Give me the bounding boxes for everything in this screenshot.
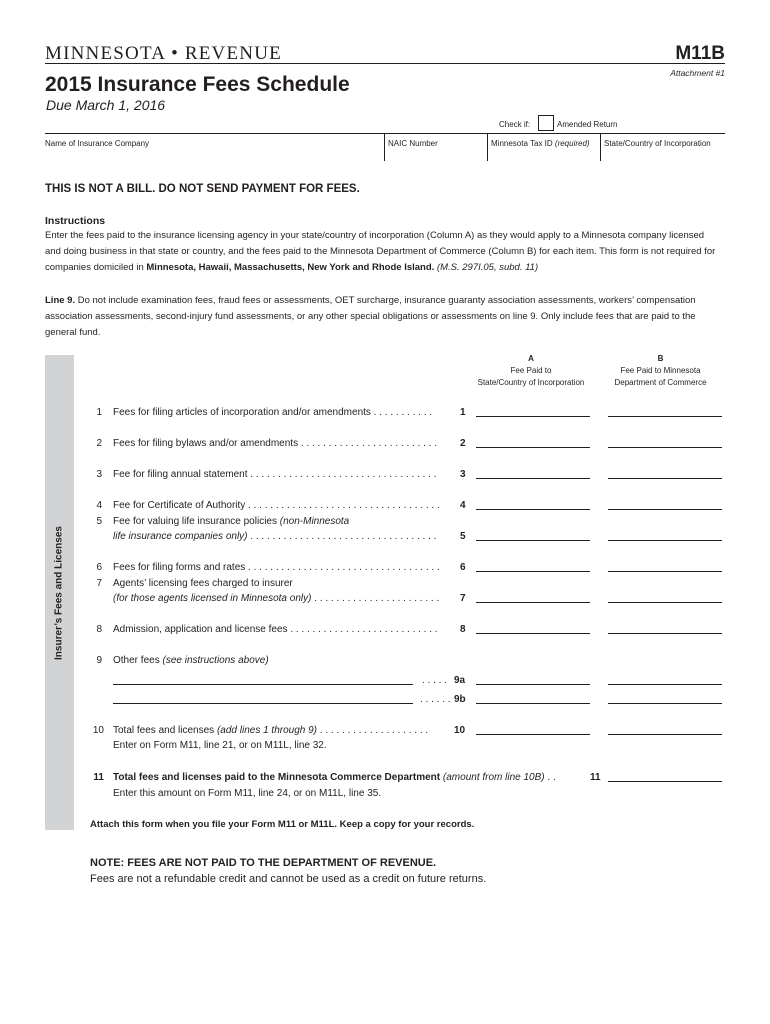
line1-label: Fees for filing articles of incorporation and/or amendments . . . . . . . . . . . bbox=[113, 407, 433, 418]
attach-note: Attach this form when you file your Form M11 or M11L. Keep a copy for your records. bbox=[90, 819, 475, 830]
line2-ref: 2 bbox=[460, 438, 466, 449]
line-number: 9 bbox=[96, 655, 102, 666]
line8-col-a-input[interactable] bbox=[476, 621, 590, 634]
line-number: 1 bbox=[96, 407, 102, 418]
line11-label bbox=[113, 772, 556, 783]
line4-col-a-input[interactable] bbox=[476, 497, 590, 510]
column-a-header bbox=[470, 353, 592, 389]
line9b-description-input[interactable] bbox=[113, 691, 413, 704]
column-b-line2: Department of Commerce bbox=[614, 378, 707, 387]
line10-instruction: Enter on Form M11, line 21, or on M11L, line 32. bbox=[113, 740, 327, 751]
line-number: 7 bbox=[96, 578, 102, 589]
column-b-letter: B bbox=[657, 354, 664, 363]
mn-tax-id-text: Minnesota Tax ID bbox=[491, 139, 553, 148]
line1-col-a-input[interactable] bbox=[476, 404, 590, 417]
required-note: (required) bbox=[554, 139, 590, 148]
line9a-col-a-input[interactable] bbox=[476, 672, 590, 685]
company-name-label: Name of Insurance Company bbox=[45, 139, 150, 148]
line4-col-b-input[interactable] bbox=[608, 497, 722, 510]
line7-ref: 7 bbox=[460, 593, 466, 604]
line5-text: Fee for valuing life insurance policies bbox=[113, 516, 277, 527]
line5-col-a-input[interactable] bbox=[476, 528, 590, 541]
line-number: 5 bbox=[96, 516, 102, 527]
line7-col-a-input[interactable] bbox=[476, 590, 590, 603]
column-a-line2: State/Country of Incorporation bbox=[477, 378, 585, 387]
line-number: 4 bbox=[96, 500, 102, 511]
exempt-states: Minnesota, Hawaii, Massachusetts, New York and Rhode Island. bbox=[146, 262, 435, 273]
sidebar-title: Insurer’s Fees and Licenses bbox=[53, 526, 65, 660]
check-if-label: Check if: bbox=[499, 120, 531, 129]
instructions-heading: Instructions bbox=[45, 215, 106, 227]
state-country-input[interactable] bbox=[604, 148, 722, 162]
line3-col-a-input[interactable] bbox=[476, 466, 590, 479]
column-b-line1: Fee Paid to Minnesota bbox=[620, 366, 701, 375]
line-number: 3 bbox=[96, 469, 102, 480]
line-number: 2 bbox=[96, 438, 102, 449]
line9-italic: (see instructions above) bbox=[162, 655, 269, 666]
field-divider bbox=[487, 133, 488, 161]
header-rule bbox=[45, 63, 725, 64]
line2-col-b-input[interactable] bbox=[608, 435, 722, 448]
line9-instructions bbox=[45, 293, 720, 341]
line6-ref: 6 bbox=[460, 562, 466, 573]
line9-lead: Line 9. bbox=[45, 295, 76, 306]
form-id: M11B bbox=[675, 43, 725, 64]
line2-col-a-input[interactable] bbox=[476, 435, 590, 448]
mn-tax-id-input[interactable] bbox=[491, 148, 596, 162]
line-number: 10 bbox=[92, 725, 104, 736]
column-a-letter: A bbox=[528, 354, 534, 363]
line5-col-b-input[interactable] bbox=[608, 528, 722, 541]
line6-col-a-input[interactable] bbox=[476, 559, 590, 572]
leader-dots: . . . . . . bbox=[420, 694, 451, 705]
line5-label-cont bbox=[113, 531, 436, 542]
line3-label: Fee for filing annual statement . . . . . . . . . . . . . . . . . . . . . . . . . . . . . . . . . . bbox=[113, 469, 437, 480]
line3-col-b-input[interactable] bbox=[608, 466, 722, 479]
line5-text2: life insurance companies only) bbox=[113, 531, 248, 542]
note-text: Fees are not a refundable credit and cannot be used as a credit on future returns. bbox=[90, 873, 487, 885]
line1-col-b-input[interactable] bbox=[608, 404, 722, 417]
naic-number-label: NAIC Number bbox=[388, 139, 438, 148]
line6-col-b-input[interactable] bbox=[608, 559, 722, 572]
amended-return-label: Amended Return bbox=[557, 120, 618, 129]
attachment-label: Attachment #1 bbox=[670, 68, 725, 78]
amended-return-checkbox[interactable] bbox=[538, 115, 554, 131]
line10-col-b-input[interactable] bbox=[608, 722, 722, 735]
line5-italic: (non-Minnesota bbox=[279, 516, 350, 527]
line9-text: Other fees bbox=[113, 655, 160, 666]
field-divider bbox=[600, 133, 601, 161]
line8-ref: 8 bbox=[460, 624, 466, 635]
leader-dots: . . bbox=[544, 772, 556, 783]
line9a-ref: 9a bbox=[454, 675, 466, 686]
line10-ref: 10 bbox=[454, 725, 466, 736]
line9-label bbox=[113, 655, 269, 666]
page-title: 2015 Insurance Fees Schedule bbox=[45, 73, 350, 96]
leader-dots: . . . . . bbox=[422, 675, 448, 686]
mn-tax-id-label bbox=[491, 139, 590, 148]
line9b-col-a-input[interactable] bbox=[476, 691, 590, 704]
state-country-label: State/Country of Incorporation bbox=[604, 139, 711, 148]
line7-label-cont bbox=[113, 593, 439, 604]
line6-label: Fees for filing forms and rates . . . . . . . . . . . . . . . . . . . . . . . . . . . . . . . . . . . bbox=[113, 562, 440, 573]
statute-reference: (M.S. 297I.05, subd. 11) bbox=[436, 262, 539, 273]
line9a-col-b-input[interactable] bbox=[608, 672, 722, 685]
line-number: 8 bbox=[96, 624, 102, 635]
line9a-description-input[interactable] bbox=[113, 672, 413, 685]
naic-number-input[interactable] bbox=[388, 148, 482, 162]
leader-dots: . . . . . . . . . . . . . . . . . . . . . . . . . . . . . . . . . . bbox=[247, 531, 437, 542]
line8-label: Admission, application and license fees . . . . . . . . . . . . . . . . . . . . . . . . . . . bbox=[113, 624, 438, 635]
instructions-text: Enter the fees paid to the insurance licensing agency in your state/country of incorporation (Column A) as they would apply to a Minnesota company licensed and doing business in that state or country, and the fees paid to the Minnesota Department of Commerce (Column B) for each item. This form is not required for companies domiciled in bbox=[45, 230, 716, 273]
line7-col-b-input[interactable] bbox=[608, 590, 722, 603]
line7-label: Agents’ licensing fees charged to insurer bbox=[113, 578, 293, 589]
instructions-paragraph bbox=[45, 228, 720, 276]
field-divider bbox=[384, 133, 385, 161]
leader-dots: . . . . . . . . . . . . . . . . . . . . bbox=[317, 725, 429, 736]
line9b-ref: 9b bbox=[454, 694, 466, 705]
agency-logo: MINNESOTA • REVENUE bbox=[45, 43, 282, 64]
line11-ref: 11 bbox=[590, 772, 601, 783]
line5-ref: 5 bbox=[460, 531, 466, 542]
line4-ref: 4 bbox=[460, 500, 466, 511]
due-date: Due March 1, 2016 bbox=[46, 97, 166, 113]
line2-label: Fees for filing bylaws and/or amendments . . . . . . . . . . . . . . . . . . . . . . . . . bbox=[113, 438, 438, 449]
line10-italic: (add lines 1 through 9) bbox=[216, 725, 318, 736]
leader-dots: . . . . . . . . . . . . . . . . . . . . . . . bbox=[311, 593, 440, 604]
fields-top-rule bbox=[45, 133, 725, 134]
line5-label bbox=[113, 516, 349, 527]
line9b-col-b-input[interactable] bbox=[608, 691, 722, 704]
line10-label bbox=[113, 725, 428, 736]
line9-text: Do not include examination fees, fraud fees or assessments, OET surcharge, insurance guaranty association assessments, workers’ compensation association assessments, second-injury fund assessments, or any other special obligations or assessments on line 9. Only include fees that are paid to the general fund. bbox=[45, 295, 696, 338]
line11-col-b-input[interactable] bbox=[608, 769, 722, 782]
note-heading: NOTE: FEES ARE NOT PAID TO THE DEPARTMENT OF REVENUE. bbox=[90, 857, 437, 869]
line-number: 11 bbox=[93, 772, 104, 783]
section-sidebar bbox=[45, 355, 74, 830]
line10-text: Total fees and licenses bbox=[113, 725, 215, 736]
line10-col-a-input[interactable] bbox=[476, 722, 590, 735]
line1-ref: 1 bbox=[460, 407, 466, 418]
line11-italic: (amount from line 10B) bbox=[442, 772, 545, 783]
line3-ref: 3 bbox=[460, 469, 466, 480]
line-number: 6 bbox=[96, 562, 102, 573]
line8-col-b-input[interactable] bbox=[608, 621, 722, 634]
column-a-line1: Fee Paid to bbox=[510, 366, 552, 375]
line11-instruction: Enter this amount on Form M11, line 24, or on M11L, line 35. bbox=[113, 788, 382, 799]
line7-text2: (for those agents licensed in Minnesota only) bbox=[113, 593, 312, 604]
line11-text: Total fees and licenses paid to the Minnesota Commerce Department bbox=[113, 772, 441, 783]
column-b-header bbox=[603, 353, 718, 389]
not-a-bill-notice: THIS IS NOT A BILL. DO NOT SEND PAYMENT FOR FEES. bbox=[45, 183, 360, 195]
company-name-input[interactable] bbox=[45, 148, 375, 162]
line4-label: Fee for Certificate of Authority . . . . . . . . . . . . . . . . . . . . . . . . . . . . . . . . . . . bbox=[113, 500, 440, 511]
